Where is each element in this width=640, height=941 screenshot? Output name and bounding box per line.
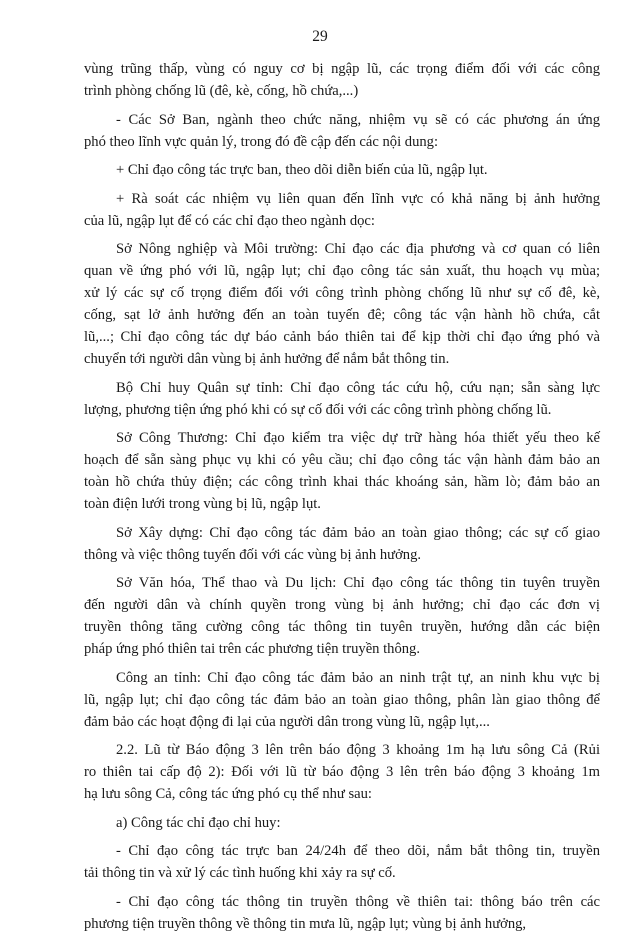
text-line: hoạch để sẵn sàng phục vụ khi có yêu cầu; chỉ đạo công tác vận hành đảm bảo an	[84, 452, 600, 468]
text-line: quan về ứng phó với lũ, ngập lụt; chỉ đạo công tác sản xuất, thu hoạch vụ mùa;	[84, 263, 600, 279]
page-number: 29	[312, 28, 328, 45]
text-line: tải thông tin và xử lý các tình huống khi xảy ra sự cố.	[84, 865, 396, 881]
paragraph	[84, 522, 600, 566]
text-line: xử lý các sự cố trọng điểm đối với công trình phòng chống lũ như sự cố đê, kè,	[84, 285, 600, 301]
text-line: 2.2. Lũ từ Báo động 3 lên trên báo động 3 khoảng 1m hạ lưu sông Cả (Rủi	[116, 742, 600, 758]
text-line: + Rà soát các nhiệm vụ liên quan đến lĩnh vực có khả năng bị ảnh hưởng	[116, 190, 600, 207]
text-line: Sở Công Thương: Chỉ đạo kiểm tra việc dự trữ hàng hóa thiết yếu theo kế	[116, 430, 600, 446]
text-line: Bộ Chỉ huy Quân sự tỉnh: Chỉ đạo công tác cứu hộ, cứu nạn; sẵn sàng lực	[116, 379, 600, 396]
text-line: cống, sạt lở ảnh hưởng đến an toàn tuyến đê; công tác vận hành hồ chứa, cắt	[84, 307, 600, 323]
paragraph	[84, 739, 600, 805]
text-line: toàn hồ chứa thủy điện; các công trình khai thác khoáng sản, hầm lò; đảm bảo an	[84, 474, 600, 490]
paragraph	[84, 667, 600, 733]
text-line: phó theo lĩnh vực quản lý, trong đó đề cập đến các nội dung:	[84, 133, 439, 150]
text-line: Sở Nông nghiệp và Môi trường: Chỉ đạo các địa phương và cơ quan có liên	[116, 241, 600, 257]
text-line: của lũ, ngập lụt để có các chỉ đạo theo ngành dọc:	[84, 212, 375, 229]
text-line: ro thiên tai cấp độ 2): Đối với lũ từ báo động 3 lên trên báo động 3 khoảng 1m	[84, 764, 600, 780]
paragraph	[84, 58, 600, 102]
text-line: a) Công tác chỉ đạo chỉ huy:	[116, 814, 281, 831]
text-line: trình phòng chống lũ (đê, kè, cống, hồ chứa,...)	[84, 83, 359, 99]
paragraph	[84, 238, 600, 370]
text-line: thông và việc thông tuyến đối với các vùng bị ảnh hưởng.	[84, 546, 422, 563]
paragraph	[84, 840, 600, 884]
text-line: Công an tỉnh: Chỉ đạo công tác đảm bảo an ninh trật tự, an ninh khu vực bị	[116, 669, 600, 686]
text-line: chuyển tới người dân vùng bị ảnh hưởng để nắm bắt thông tin.	[84, 351, 450, 367]
text-line: đảm bảo các hoạt động đi lại của người dân trong vùng lũ, ngập lụt,...	[84, 713, 490, 730]
text-line: pháp ứng phó thiên tai trên các phương tiện truyền thông.	[84, 641, 421, 657]
paragraph	[84, 891, 600, 935]
text-line: Sở Văn hóa, Thể thao và Du lịch: Chỉ đạo công tác thông tin tuyên truyền	[116, 575, 600, 591]
text-line: - Chỉ đạo công tác thông tin truyền thông về thiên tai: thông báo trên các	[116, 893, 600, 910]
text-line: hạ lưu sông Cả, công tác ứng phó cụ thể như sau:	[84, 786, 372, 802]
body-text	[84, 58, 600, 941]
text-line: lượng, phương tiện ứng phó khi có sự cố đối với các công trình phòng chống lũ.	[84, 401, 552, 418]
text-line: đến người dân và chính quyền trong vùng bị ảnh hưởng; chỉ đạo các đơn vị	[84, 597, 600, 613]
text-line: lũ,...; Chỉ đạo công tác dự báo cảnh báo thiên tai để kịp thời chỉ đạo ứng phó và	[84, 329, 600, 345]
paragraph	[84, 812, 600, 834]
text-line: - Chỉ đạo công tác trực ban 24/24h để theo dõi, nắm bắt thông tin, truyền	[116, 843, 600, 859]
paragraph	[84, 572, 600, 660]
paragraph	[84, 109, 600, 153]
text-line: phương tiện truyền thông về thông tin mưa lũ, ngập lụt; vùng bị ảnh hưởng,	[84, 915, 527, 932]
paragraph	[84, 427, 600, 515]
text-line: lũ, ngập lụt; chỉ đạo công tác đảm bảo an toàn giao thông, phân làn giao thông để	[84, 691, 600, 708]
paragraph	[84, 188, 600, 232]
text-line: - Các Sở Ban, ngành theo chức năng, nhiệm vụ sẽ có các phương án ứng	[116, 111, 600, 128]
paragraph	[84, 377, 600, 421]
text-line: + Chỉ đạo công tác trực ban, theo dõi diễn biến của lũ, ngập lụt.	[116, 162, 488, 178]
paragraph	[84, 159, 600, 181]
text-line: Sở Xây dựng: Chỉ đạo công tác đảm bảo an toàn giao thông; các sự cố giao	[116, 524, 600, 541]
text-line: vùng trũng thấp, vùng có nguy cơ bị ngập lũ, các trọng điểm đối với các công	[84, 61, 600, 77]
text-line: toàn điện lưới trong vùng bị lũ, ngập lụt.	[84, 496, 321, 512]
text-line: truyền thông tăng cường công tác thông tin tuyên truyền, hướng dẫn các biện	[84, 619, 600, 635]
